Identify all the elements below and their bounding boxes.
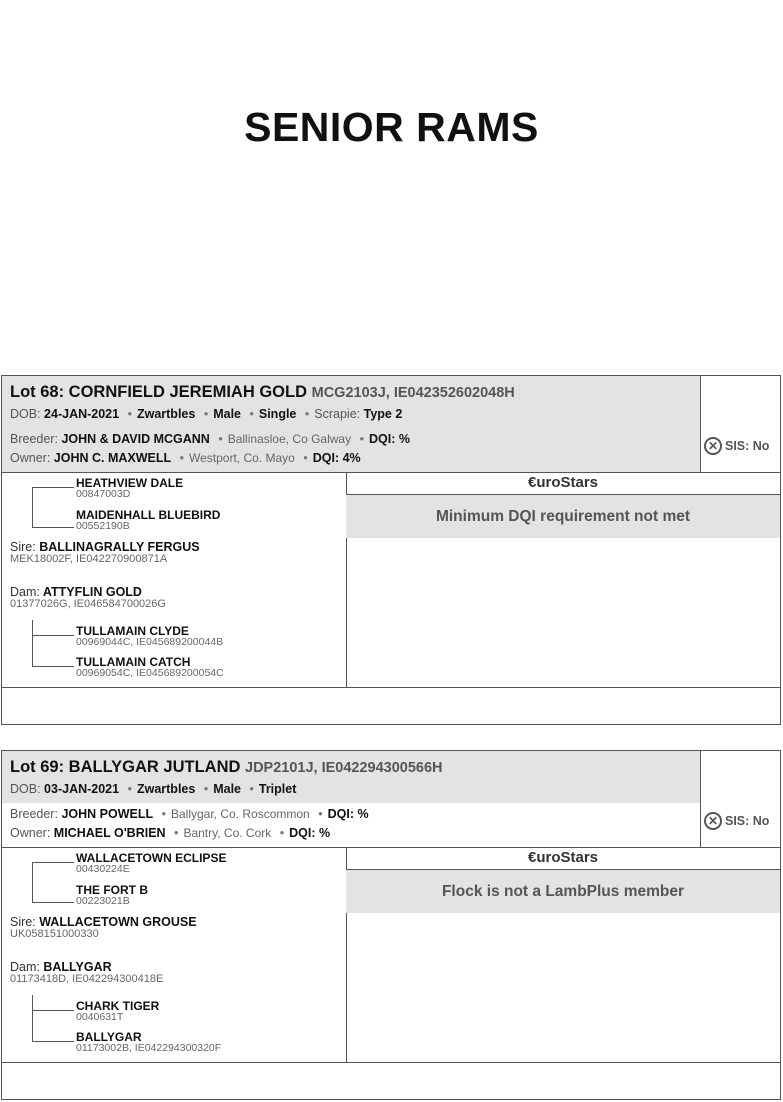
scrapie-value: Type 2 <box>363 407 403 421</box>
ancestor-name: WALLACETOWN ECLIPSE <box>76 851 227 865</box>
owner-line: Owner: MICHAEL O'BRIEN • Bantry, Co. Cork • DQI: % <box>10 826 331 840</box>
dam <box>10 586 166 610</box>
sire-name: BALLINAGRALLY FERGUS <box>39 540 200 554</box>
sis-status <box>704 812 769 830</box>
owner-label: Owner: <box>10 826 51 840</box>
breeder-line: Breeder: JOHN & DAVID MCGANN • Ballinasloe, Co Galway • DQI: % <box>10 432 410 446</box>
dob-value: 24-JAN-2021 <box>44 407 120 421</box>
lot-name: Lot 69: BALLYGAR JUTLAND <box>10 758 241 776</box>
eurostars-message: Flock is not a LambPlus member <box>346 870 780 913</box>
owner-location: Bantry, Co. Cork <box>183 826 272 840</box>
sex: Male <box>213 407 241 421</box>
sire-sire <box>76 477 183 500</box>
close-circle-icon: ✕ <box>704 812 722 830</box>
close-circle-icon: ✕ <box>704 437 722 455</box>
ancestor-id: 0040631T <box>76 1011 124 1023</box>
sire-dam <box>76 509 220 532</box>
breeder-location: Ballinasloe, Co Galway <box>227 432 352 446</box>
dam-name: BALLYGAR <box>43 960 112 974</box>
ancestor-name: BALLYGAR <box>76 1030 142 1044</box>
dob-value: 03-JAN-2021 <box>44 782 120 796</box>
breeder-dqi: DQI: % <box>327 807 369 821</box>
owner-name: MICHAEL O'BRIEN <box>53 826 166 840</box>
pedigree <box>2 472 347 688</box>
dob-line: DOB: 03-JAN-2021 • Zwartbles • Male • Triplet <box>10 782 297 796</box>
lot-card-69 <box>1 750 781 1100</box>
dam-sire <box>76 625 223 648</box>
birth-type: Single <box>258 407 297 421</box>
dob-label: DOB: <box>10 782 41 796</box>
ancestor-id: 00552190B <box>76 520 130 532</box>
breed: Zwartbles <box>136 407 196 421</box>
eurostars-message: Minimum DQI requirement not met <box>346 495 780 538</box>
dam-label: Dam: <box>10 585 40 599</box>
lot-title <box>10 758 443 777</box>
eurostars-title: €uroStars <box>346 472 780 495</box>
birth-type: Triplet <box>258 782 297 796</box>
lot-title <box>10 383 515 402</box>
dam-name: ATTYFLIN GOLD <box>42 585 142 599</box>
sis-status <box>704 437 769 455</box>
ancestor-id: 00847003D <box>76 488 131 500</box>
page-title: SENIOR RAMS <box>244 104 539 150</box>
ancestor-name: TULLAMAIN CLYDE <box>76 624 189 638</box>
lot-ids: MCG2103J, IE042352602048H <box>311 385 515 401</box>
ancestor-name: TULLAMAIN CATCH <box>76 655 191 669</box>
dam-id: 01173418D, IE042294300418E <box>10 973 164 985</box>
sire-name: WALLACETOWN GROUSE <box>39 915 197 929</box>
breeder-line: Breeder: JOHN POWELL • Ballygar, Co. Roscommon • DQI: % <box>10 807 369 821</box>
owner-line: Owner: JOHN C. MAXWELL • Westport, Co. Mayo • DQI: 4% <box>10 451 361 465</box>
breeder-name: JOHN POWELL <box>61 807 154 821</box>
ancestor-id: 01173002B, IE042294300320F <box>76 1042 222 1054</box>
dam-id: 01377026G, IE046584700026G <box>10 598 166 610</box>
sire-label: Sire: <box>10 915 36 929</box>
sire-sire <box>76 852 226 875</box>
sis-box <box>700 376 780 473</box>
sire-id: MEK18002F, IE042270900871A <box>10 553 168 565</box>
dam-dam <box>76 1031 221 1054</box>
ancestor-name: HEATHVIEW DALE <box>76 476 184 490</box>
sire-label: Sire: <box>10 540 36 554</box>
sis-label: SIS: No <box>725 814 770 828</box>
owner-dqi: DQI: 4% <box>312 451 361 465</box>
lot-header <box>2 376 701 473</box>
sire <box>10 916 197 940</box>
breeder-dqi: DQI: % <box>368 432 410 446</box>
ancestor-name: THE FORT B <box>76 883 148 897</box>
owner-name: JOHN C. MAXWELL <box>53 451 172 465</box>
owner-location: Westport, Co. Mayo <box>189 451 295 465</box>
dob-line: DOB: 24-JAN-2021 • Zwartbles • Male • Single • Scrapie: Type 2 <box>10 407 403 421</box>
dam <box>10 961 163 985</box>
ancestor-name: CHARK TIGER <box>76 999 160 1013</box>
ancestor-id: 00969054C, IE045689200054C <box>76 667 224 679</box>
dam-sire <box>76 1000 159 1023</box>
sire <box>10 541 200 565</box>
pedigree <box>2 847 347 1063</box>
ancestor-id: 00430224E <box>76 863 130 875</box>
breeder-label: Breeder: <box>10 807 58 821</box>
dam-label: Dam: <box>10 960 40 974</box>
eurostars-title: €uroStars <box>346 847 780 870</box>
dam-dam <box>76 656 224 679</box>
sis-label: SIS: No <box>725 439 770 453</box>
scrapie-label: Scrapie: <box>314 407 361 421</box>
dob-label: DOB: <box>10 407 41 421</box>
ancestor-id: 00223021B <box>76 895 130 907</box>
ancestor-name: MAIDENHALL BLUEBIRD <box>76 508 221 522</box>
breeder-location: Ballygar, Co. Roscommon <box>170 807 310 821</box>
lot-ids: JDP2101J, IE042294300566H <box>245 760 443 776</box>
eurostars-panel <box>346 847 780 1063</box>
lot-card-68 <box>1 375 781 725</box>
owner-label: Owner: <box>10 451 51 465</box>
lot-name: Lot 68: CORNFIELD JEREMIAH GOLD <box>10 383 308 401</box>
eurostars-panel <box>346 472 780 688</box>
ancestor-id: 00969044C, IE045689200044B <box>76 636 224 648</box>
sex: Male <box>213 782 241 796</box>
owner-dqi: DQI: % <box>289 826 331 840</box>
breeder-label: Breeder: <box>10 432 58 446</box>
breed: Zwartbles <box>136 782 196 796</box>
sire-dam <box>76 884 148 907</box>
breeder-name: JOHN & DAVID MCGANN <box>61 432 210 446</box>
lot-header <box>2 751 701 848</box>
sire-id: UK058151000330 <box>10 928 99 940</box>
sis-box <box>700 751 780 848</box>
